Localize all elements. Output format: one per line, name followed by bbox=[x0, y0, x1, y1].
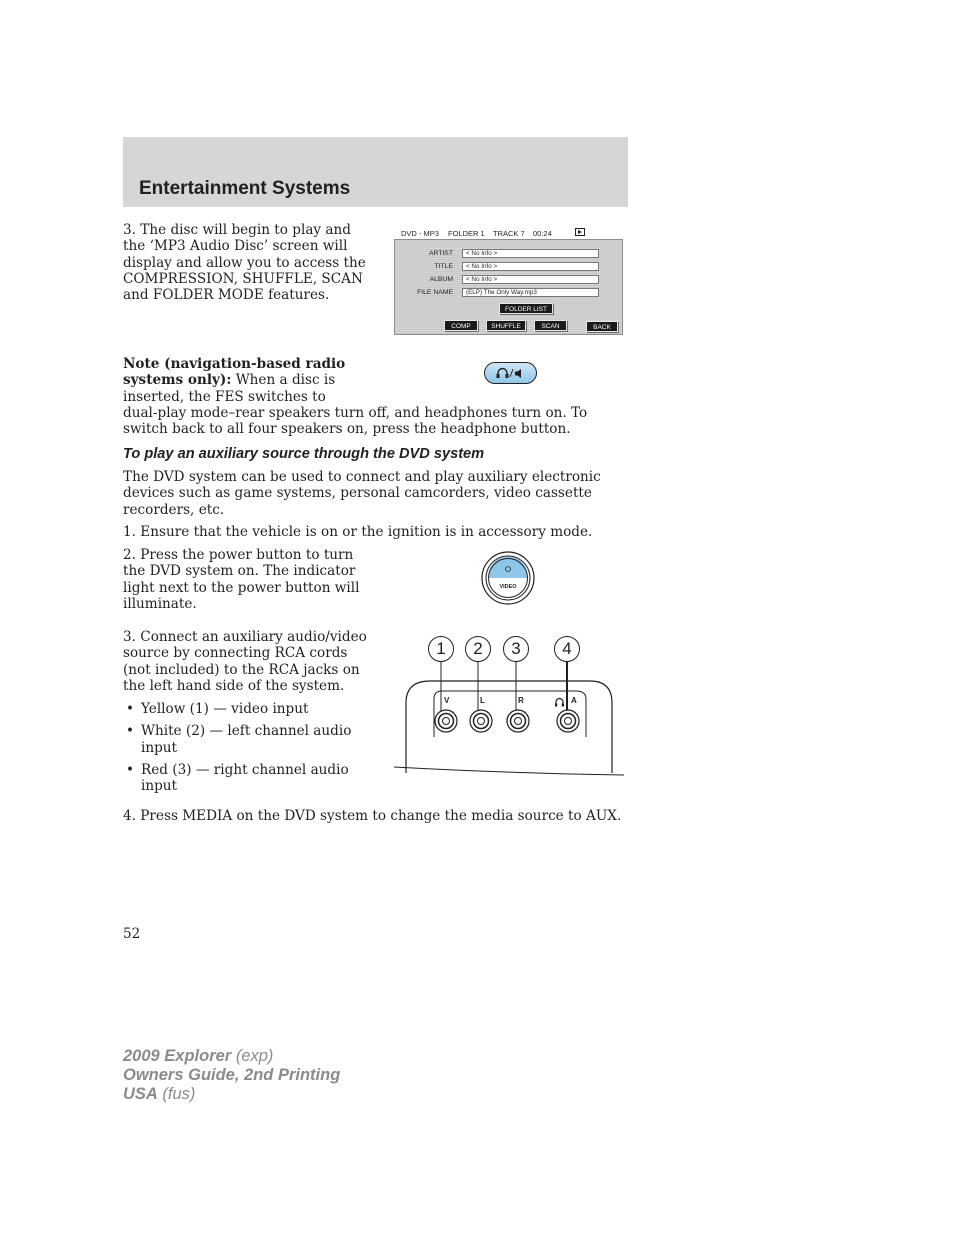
video-button-label: VIDEO bbox=[499, 584, 517, 590]
footer-market: USA bbox=[123, 1085, 158, 1103]
screen-folder: FOLDER 1 bbox=[448, 229, 485, 238]
callout-4: 4 bbox=[562, 639, 572, 658]
note-bold-label: Note (navigation-based radio systems only): bbox=[123, 356, 346, 389]
bullet-white-text: White (2) — left channel audio input bbox=[141, 723, 352, 756]
footer-line-3 bbox=[123, 1085, 340, 1104]
comp-button[interactable]: COMP bbox=[444, 320, 478, 331]
aux-step2-text: 2. Press the power button to turn the DVD system on. The indicator light next to the power button will illuminate. bbox=[123, 547, 360, 612]
aux-section-heading: To play an auxiliary source through the DVD system bbox=[123, 446, 485, 462]
rca-jack-diagram bbox=[392, 633, 628, 779]
screen-header bbox=[394, 226, 624, 239]
footer-model: 2009 Explorer bbox=[123, 1047, 232, 1065]
bullet-red: • Red (3) — right channel audio input bbox=[126, 761, 349, 795]
callout-2: 2 bbox=[473, 639, 483, 658]
callout-1: 1 bbox=[436, 639, 446, 658]
footer-guide: Owners Guide, 2nd Printing bbox=[123, 1066, 341, 1084]
page-number: 52 bbox=[123, 926, 141, 942]
jack-label-v: V bbox=[444, 696, 450, 705]
screen-panel bbox=[394, 239, 623, 335]
bullet-yellow: • Yellow (1) — video input bbox=[126, 701, 309, 717]
headphone-jack-icon bbox=[555, 699, 564, 707]
aux-step3-text: 3. Connect an auxiliary audio/video source by connecting RCA cords (not included) to the RCA jacks on the left hand side of the system. bbox=[123, 629, 367, 694]
footer-market-code: (fus) bbox=[157, 1085, 196, 1103]
footer-line-1 bbox=[123, 1047, 340, 1066]
file-name-field: (ELP) The Only Way.mp3 bbox=[462, 288, 599, 297]
mp3-audio-disc-screen bbox=[394, 226, 624, 336]
shuffle-button[interactable]: SHUFFLE bbox=[486, 320, 526, 331]
folder-list-button[interactable]: FOLDER LIST bbox=[499, 303, 553, 314]
headphone-icon bbox=[497, 369, 509, 379]
speaker-icon bbox=[515, 369, 521, 378]
title-label: TITLE bbox=[434, 263, 453, 270]
bullet-yellow-text: Yellow (1) — video input bbox=[141, 701, 309, 717]
document-footer bbox=[123, 1047, 340, 1104]
power-video-button[interactable] bbox=[481, 551, 535, 605]
file-name-label: FILE NAME bbox=[417, 289, 453, 296]
disc-icon bbox=[575, 228, 585, 238]
footer-line-2 bbox=[123, 1066, 340, 1085]
callout-3: 3 bbox=[511, 639, 521, 658]
footer-model-code: (exp) bbox=[231, 1047, 274, 1065]
headphone-button[interactable] bbox=[484, 362, 537, 384]
step-disc-play-text: 3. The disc will begin to play and the ‘MP3 Audio Disc’ screen will display and allow you to access the COMPRESSION, SHUFFLE, SCAN and FOLDER MODE features. bbox=[123, 222, 366, 304]
rca-bullet-list bbox=[123, 701, 363, 794]
screen-mode: DVD - MP3 bbox=[401, 229, 439, 238]
title-field: < No Info > bbox=[462, 262, 599, 271]
section-title: Entertainment Systems bbox=[139, 178, 351, 199]
note-paragraph-top bbox=[123, 356, 363, 405]
album-label: ALBUM bbox=[429, 276, 453, 283]
note-paragraph-bottom: dual-play mode–rear speakers turn off, and headphones turn on. To switch back to all four speakers on, press the headphone button. bbox=[123, 405, 588, 438]
aux-step1-text: 1. Ensure that the vehicle is on or the ignition is in accessory mode. bbox=[123, 524, 593, 540]
scan-button[interactable]: SCAN bbox=[534, 320, 567, 331]
screen-track: TRACK 7 bbox=[493, 229, 525, 238]
bullet-red-text: Red (3) — right channel audio input bbox=[141, 761, 349, 795]
note-text: When a disc is inserted, the FES switches to bbox=[123, 372, 336, 405]
back-button[interactable]: BACK bbox=[586, 321, 618, 332]
jack-label-a: A bbox=[571, 696, 577, 705]
jack-label-r: R bbox=[518, 696, 524, 705]
aux-step4-text: 4. Press MEDIA on the DVD system to change the media source to AUX. bbox=[123, 808, 622, 824]
bullet-white: • White (2) — left channel audio input bbox=[126, 723, 352, 756]
aux-intro-text: The DVD system can be used to connect and play auxiliary electronic devices such as game systems, personal camcorders, video cassette recorders, etc. bbox=[123, 469, 601, 518]
artist-label: ARTIST bbox=[428, 250, 453, 257]
screen-time: 00:24 bbox=[533, 229, 552, 238]
jack-label-l: L bbox=[480, 696, 485, 705]
album-field: < No Info > bbox=[462, 275, 599, 284]
artist-field: < No Info > bbox=[462, 249, 599, 258]
